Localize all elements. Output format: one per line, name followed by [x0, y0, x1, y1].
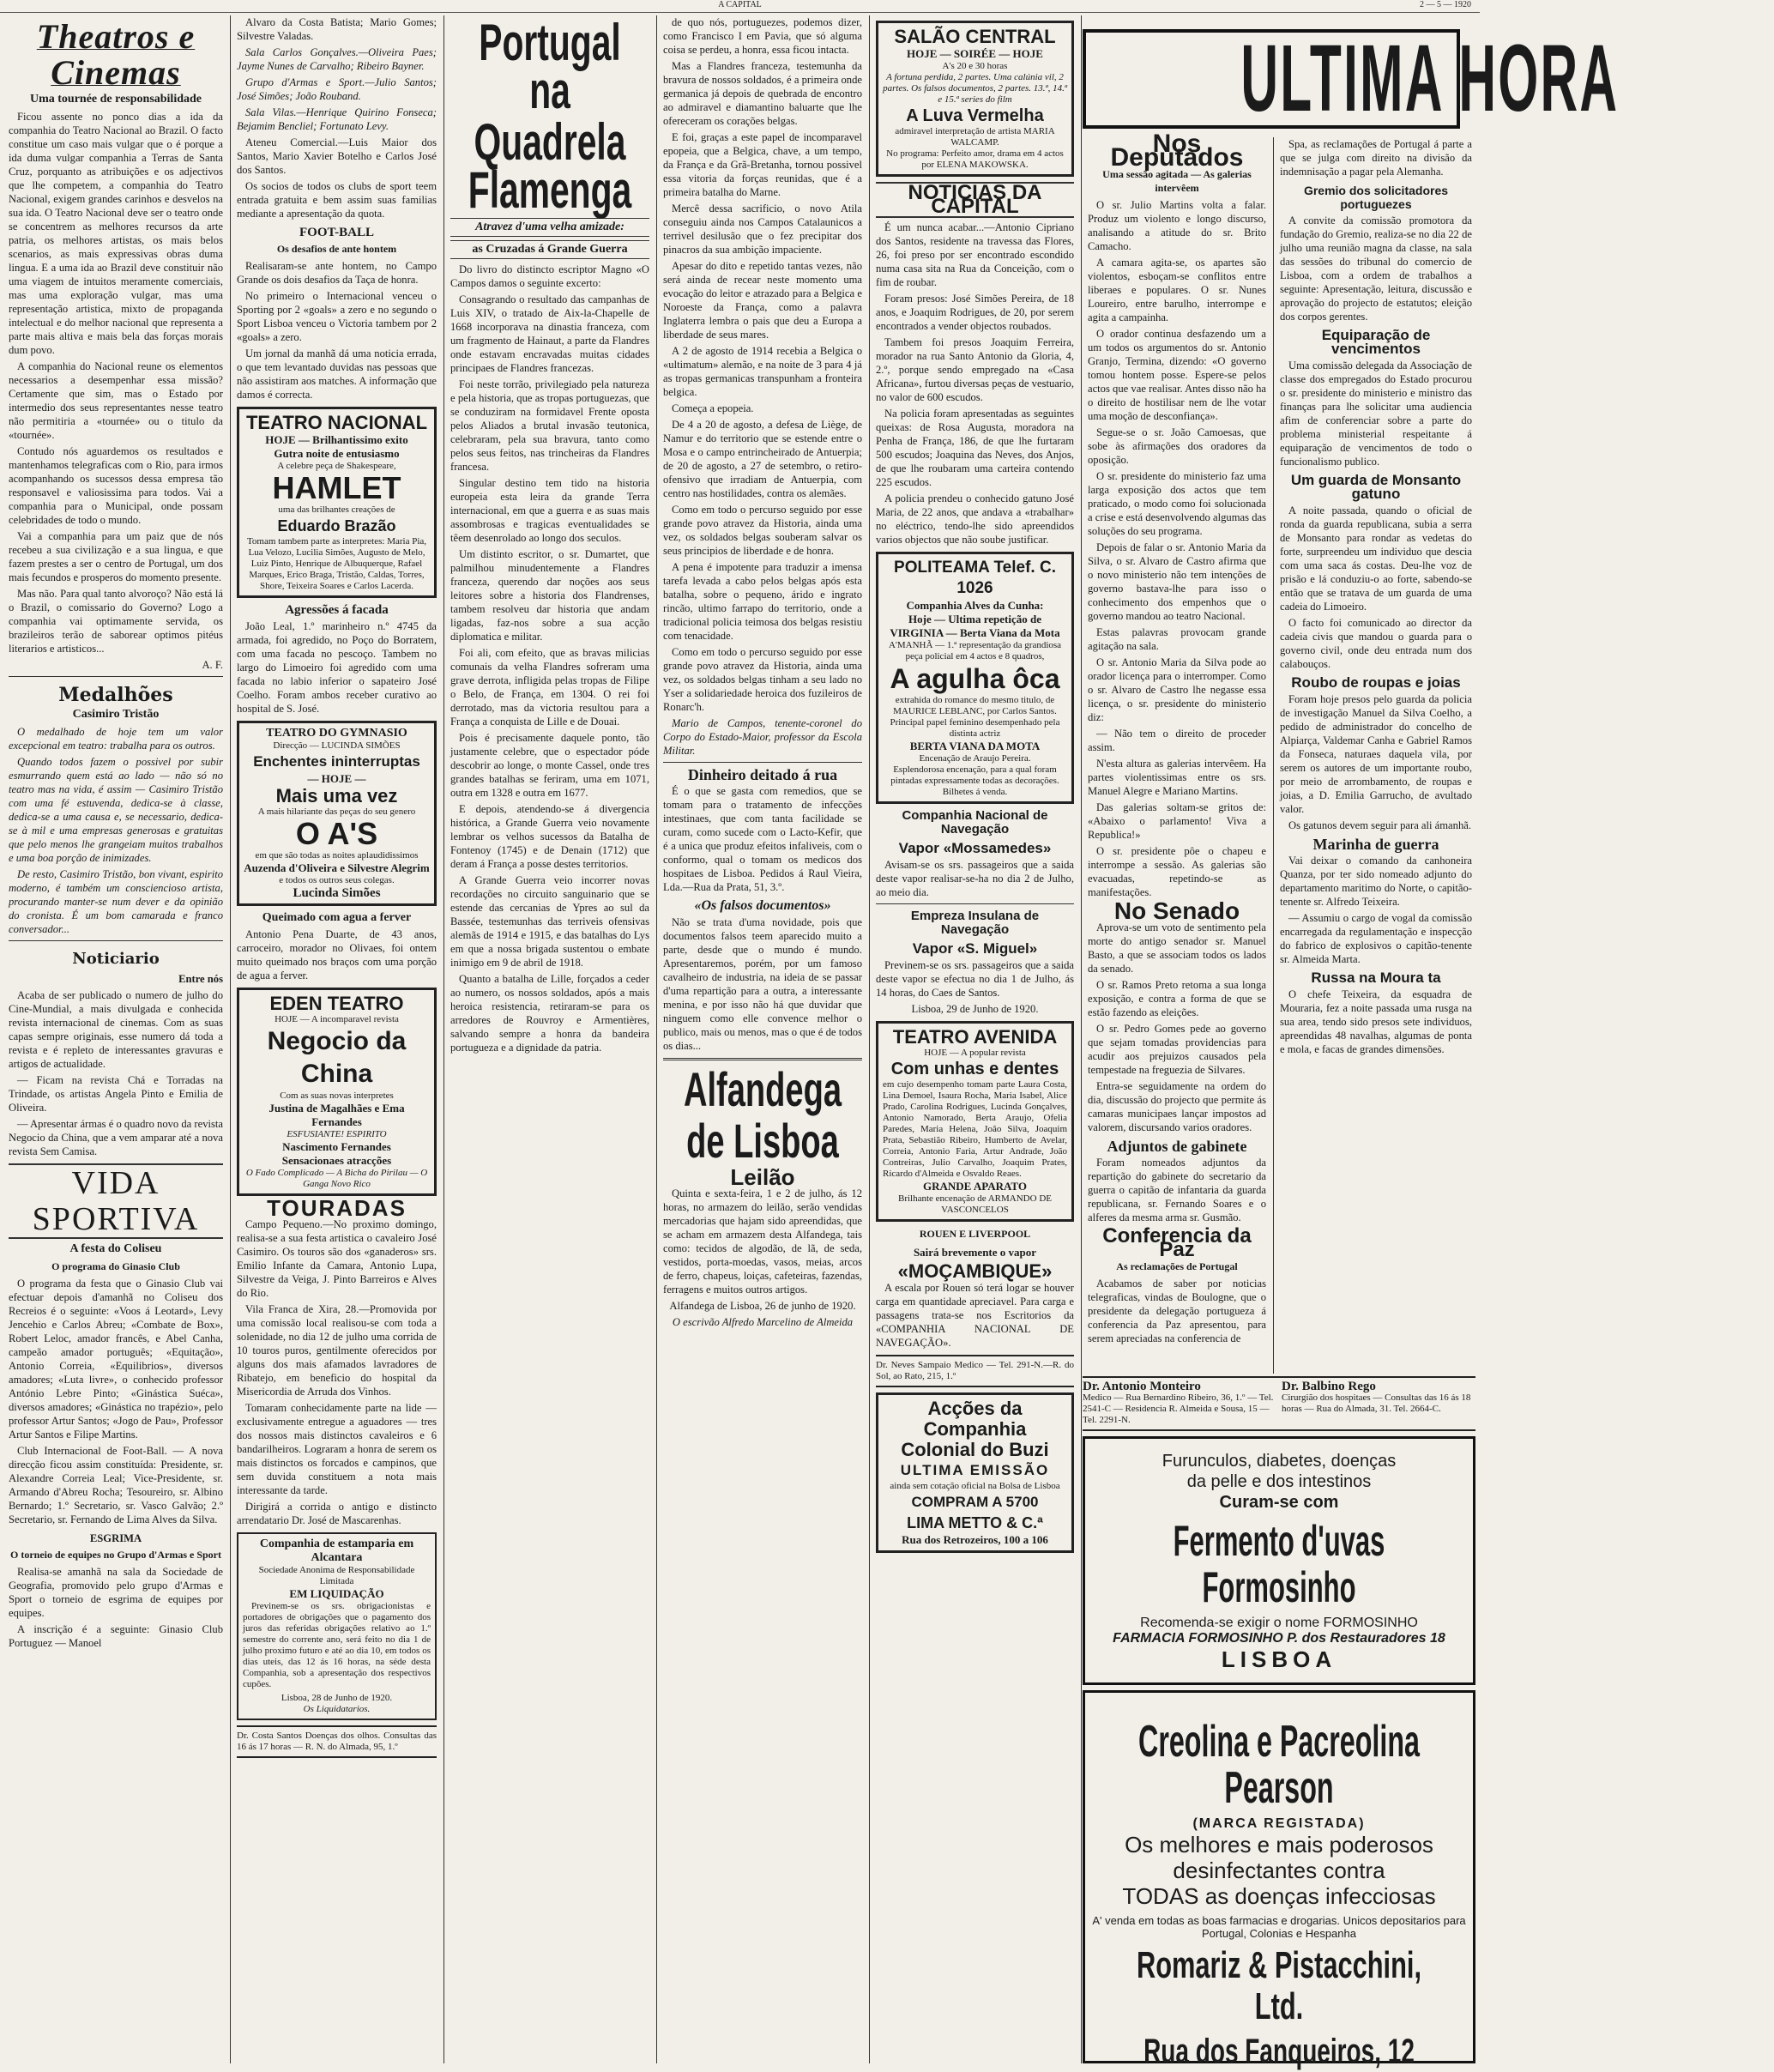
- column-2: [232, 15, 442, 2063]
- medalhoes-subtitle: Casimiro Tristão: [72, 708, 160, 721]
- ultima-hora-banner: [1083, 26, 1620, 131]
- ad-line: Gutra noite de entusiasmo: [274, 447, 400, 460]
- article-title: Uma tournée de responsabilidade: [29, 93, 202, 106]
- paragraph: E foi, graças a este papel de incomparavel epopeia, que a Belgica, chave, a um tempo, da França e da Grã-Bretanha, tornou possivel essa vitoria da forças reunidas, que é a primeira batalha do Marne.: [663, 131, 862, 198]
- paragraph: O sr. Antonio Maria da Silva pode ao orador licença para o interromper. Como o sr. Alvaro de Castro lhe negasse essa licença, o sr. presidente do ministerio diz:: [1088, 656, 1266, 723]
- ad-actors: Auzenda d'Oliveira e Silvestre Alegrim: [244, 861, 430, 874]
- ad-creolina-pearson: [1083, 1690, 1475, 2070]
- paragraph: Quinta e sexta-feira, 1 e 2 de julho, ás 12 horas, no armazem do leilão, serão vendidas mercadorias que hajam sido apreendidas, que se acham em armazem desta Alfandega, tais como: tecidos de algodão, de lã, de seda, vestidos, porta-moedas, vasos, meias, arcos de ferro, chapeus, loiças, cafeteiras, fazendas, ferragens e muitos outros artigos.: [663, 1187, 862, 1296]
- paragraph: Segue-se o sr. João Camoesas, que sobe às afirmações dos oradores da oposição.: [1088, 426, 1266, 466]
- paragraph: O sr. Julio Martins volta a falar. Produz um violento e longo discurso, analisando a atitude do sr. Brito Camacho.: [1088, 199, 1266, 252]
- ad-actor: Nascimento Fernandes: [282, 1140, 391, 1153]
- ad-line: Enchentes ininterruptas: [253, 753, 420, 770]
- paragraph: Consagrando o resultado das campanhas de Luis XIV, o tratado de Aix-la-Chapelle de 1668 incorporava na dinastia franceza, com um fragmento de Hainaut, a parte da Flandres onde estavam encravadas muitas cidades principaes de Flandres francezas.: [450, 293, 649, 374]
- paragraph: A escala por Rouen só terá logar se houver carga em quantidade apreciavel. Para carga e passagens trata-se nos Escritorios da «COMPANHIA NACIONAL DE NAVEGAÇÃO».: [876, 1282, 1074, 1349]
- ad-line: Mais uma vez: [275, 785, 398, 806]
- ad-line: Os melhores e mais poderosos: [1125, 1832, 1433, 1858]
- alfandega-title-1: Alfandega: [683, 1062, 842, 1116]
- sport-subtitle-2: O programa do Ginasio Club: [51, 1260, 180, 1272]
- ad-title-2: Colonial do Buzi: [901, 1439, 1049, 1460]
- russa-title: Russa na Moura ta: [1311, 970, 1441, 986]
- ad-actor: BERTA VIANA DA MOTA: [909, 740, 1041, 752]
- column-7: [1275, 137, 1477, 1374]
- ad-line: FARMACIA FORMOSINHO P. dos Restauradores 18: [1113, 1631, 1445, 1646]
- ad-politeama: [876, 552, 1074, 804]
- column-1: [3, 15, 228, 2063]
- ad-title: TEATRO NACIONAL: [245, 412, 428, 433]
- paragraph: Os socios de todos os clubs de sport teem entrada gratuita e bem assim suas familias mediante a apresentação da quota.: [237, 180, 437, 220]
- page-header: [0, 0, 1480, 13]
- ad-line: extrahida do romance do mesmo titulo, de MAURICE LEBLANC, por Carlos Santos.: [893, 695, 1057, 716]
- ad-mocambique: [876, 1227, 1074, 1350]
- ad-title: Companhia Nacional de Navegação: [902, 808, 1048, 837]
- ad-actors: Justina de Magalhães e Ema Fernandes: [269, 1102, 405, 1128]
- doctor-name: Dr. Antonio Monteiro: [1083, 1380, 1201, 1393]
- doctor-ad-text: Dr. Neves Sampaio Medico — Tel. 291-N.—R. do Sol, ao Rato, 215, 1.º: [876, 1360, 1074, 1381]
- paragraph: Vai a companhia para um paiz que de nós recebeu a sua civilização e a sua lingua, e que fazem prestes a ser o centro de Portugal, um dos mais fecundos e prosperos do momento presente.: [9, 530, 223, 583]
- deputados-title: Nos Deputados: [1110, 130, 1244, 172]
- headline-subtitle-2: as Cruzadas á Grande Guerra: [450, 240, 649, 259]
- conferencia-title: Conferencia da Paz: [1102, 1224, 1252, 1261]
- ad-line: Com as suas novas interpretes: [280, 1090, 394, 1101]
- paragraph: Singular destino tem tido na historia europeia esta leira da grande Terra internacional, em que a guerra e as suas mais assombrosas e tragicas eventualidades se têem desenrolado ao longo dos seculos.: [450, 477, 649, 544]
- paragraph: A inscrição é a seguinte: Ginasio Club Portuguez — Manoel: [9, 1623, 223, 1649]
- paragraph: Realisaram-se ante hontem, no Campo Grande os dois desafios da Taça de honra.: [237, 260, 437, 286]
- paragraph: A noite passada, quando o oficial de ronda da guarda republicana, subia a serra de Monsanto para rondar as vedetas do forte, surpreendeu um individuo que descia com uma saca ás costas. Deu-lhe voz de prisão e lá conduziu-o ao forte, sabendo-se então que se tratava de um guarda de uma cadeia do Limoeiro.: [1280, 504, 1472, 613]
- paragraph: — Assumiu o cargo de vogal da comissão encarregada da regulamentação e inspecção do fabrico de explosivos o capitão-tenente sr. Almeida Marta.: [1280, 912, 1472, 965]
- article-body: [9, 110, 223, 655]
- column-rule: [656, 15, 657, 2063]
- paragraph: A policia prendeu o conhecido gatuno José Maria, de 22 anos, que andava a «trabalhar» no eléctrico, tendo-lhe sido apreendidos varios objectos que não soube justificar.: [876, 492, 1074, 546]
- equiparacao-title: Equiparação de vencimentos: [1321, 327, 1431, 357]
- paragraph: Foi neste torrão, privilegiado pela natureza e pela historia, que as tropas portuguezas, que se conduziram na formidavel Frente oposta pelos Aliados a brutal invasão teutonica, celebraram, pela sua bravura, tanto como pelos seus feitos, nas trincheiras da Flandres francesa.: [450, 378, 649, 473]
- doctor-name: Dr. Balbino Rego: [1282, 1380, 1376, 1393]
- ad-line: ULTIMA EMISSÃO: [900, 1462, 1050, 1478]
- ad-nav-nacional: [876, 809, 1074, 899]
- page-number: 2 — 5 — 1920: [1420, 0, 1471, 9]
- ad-line: Principal papel feminino desempenhado pela distinta actriz: [890, 717, 1060, 739]
- ad-line: Encenação de Araujo Pereira.: [919, 753, 1031, 764]
- medalhoes-title: Medalhões: [58, 684, 173, 706]
- divider: [9, 676, 223, 677]
- paragraph: O orador continua desfazendo um a um todos os argumentos do sr. Antonio Granjo, Termina, dizendo: «O governo tomou hontem posse. Espere-se pelos actos que vae realisar. Antes disso não ha o direito de hostilisar nem de lhe votar uma moção de desconfiança».: [1088, 328, 1266, 422]
- ad-teatro-gymnasio: [237, 721, 437, 906]
- ad-line: Curam-se com: [1219, 1493, 1339, 1512]
- paragraph: A 2 de agosto de 1914 recebia a Belgica o «ultimatum» alemão, e na noite de 3 para 4 já as tropas germanicas transpunham a fronteira belgica.: [663, 345, 862, 398]
- ad-line: COMPRAM A 5700: [911, 1494, 1039, 1510]
- ad-buzi: [876, 1392, 1074, 1553]
- ad-cast: em cujo desempenho tomam parte Laura Costa, Lina Demoel, Isaura Rocha, Maria Isabel, Alice Prado, Carolina Rodrigues, Lucinda Gonçalves, Antonio Namorado, Berta Araujo, Ofelia Paredes, Maria Helena, João Silva, Joaquim Prata, Sebastião Ribeiro, Humberto de Avelar, Correia, Antonio Faria, Artur Andrade, João Contreiras, Julio Carvalho, Joaquim Prates, Ricardo d'Almeida e Osvaldo Reaes.: [883, 1079, 1067, 1179]
- paragraph: Alvaro da Costa Batista; Mario Gomes; Silvestre Valadas.: [237, 16, 437, 42]
- sport-subtitle: A festa do Coliseu: [69, 1242, 162, 1255]
- paragraph: Tambem foi presos Joaquim Ferreira, morador na rua Santo Antonio da Gloria, 4, 2.º, porque sendo empregado na «Casa Africana», furtou diversas peças de vestuario, no valor de 600 escudos.: [876, 336, 1074, 403]
- column-3: [445, 15, 655, 2063]
- paragraph: Vila Franca de Xira, 28.—Promovida por uma comissão local realisou-se com toda a solenidade, no dia 12 de julho uma corrida de 10 touros puros, gentilmente oferecidos por alguns dos mais afamados lavradores de Ribatejo, em beneficio do hospital da Misericordia de Arruda dos Vinhos.: [237, 1303, 437, 1398]
- ad-line: Esplendorosa encenação, para a qual foram pintadas expressamente todas as decorações.: [890, 764, 1059, 786]
- paragraph: N'esta altura as galerias intervêem. Ha partes violentissimas entre os srs. Manuel Alegre e Mariano Martins.: [1088, 758, 1266, 797]
- monsanto-title: Um guarda de Monsanto gatuno: [1290, 472, 1462, 502]
- paragraph: Os gatunos devem seguir para ali ámanhã.: [1288, 819, 1471, 831]
- ad-line: Furunculos, diabetes, doenças: [1162, 1452, 1397, 1471]
- ad-title: SALÃO CENTRAL: [894, 26, 1056, 47]
- ad-address: Rua dos Retrozeiros, 100 a 106: [902, 1533, 1048, 1546]
- ad-fermento-formosinho: [1083, 1436, 1475, 1685]
- noticias-title: NOTICIAS DA CAPITAL: [876, 182, 1074, 218]
- doctor-ads: [1083, 1376, 1475, 1431]
- ad-line: e todos os outros seus colegas.: [279, 875, 395, 885]
- doctor-ad-text: Dr. Costa Santos Doenças dos olhos. Consultas das 16 ás 17 horas — R. N. do Almada, 95, 1.º: [237, 1731, 437, 1752]
- ad-nav-insulana: [876, 909, 1074, 1016]
- notice-line: Sociedade Anonima de Responsabilidade Limitada: [258, 1565, 415, 1586]
- paragraph: O facto foi comunicado ao director da cadeia civis que mandou o guarda para o governo civil, onde deu entrada num dos calabouços.: [1280, 617, 1472, 670]
- ad-line: HOJE — SOIRÉE — HOJE: [907, 47, 1043, 60]
- ad-ship: Vapor «S. Miguel»: [912, 940, 1038, 957]
- headline-line-2: Quadrela Flamenga: [468, 113, 632, 219]
- ad-title: POLITEAMA Telef. C. 1026: [894, 559, 1056, 597]
- ad-title: Empreza Insulana de Navegação: [910, 909, 1040, 937]
- paragraph: Sala Carlos Gonçalves.—Oliveira Paes; Jayme Nunes de Carvalho; Ribeiro Bayner.: [237, 46, 437, 72]
- ad-ship: Vapor «Mossamedes»: [898, 840, 1052, 856]
- column-rule: [1273, 137, 1274, 1374]
- ad-line: Recomenda-se exigir o nome FORMOSINHO: [1140, 1616, 1418, 1630]
- column-rule: [869, 15, 870, 2063]
- ad-line: Companhia Alves da Cunha:: [906, 599, 1044, 612]
- column-rule: [1081, 15, 1082, 2063]
- paragraph: Club Internacional de Foot-Ball. — A nova direcção ficou assim constituída: Presidente, sr. Alexandre Correia Leal; Vice-Presidente, sr. Armando d'Abreu Rocha; Tesoureiro, sr. Albino Bernardo; 1.º Secretario, sr. Vasco Galvão; 2.º Secretario, sr. Fernando de Lima Alves da Silva.: [9, 1445, 223, 1525]
- paragraph: Foram hoje presos pelo guarda da policia de investigação Manuel da Silva Coelho, a pedido de administrador do concelho de Alpiarça, Valdemar Canha e Gabriel Ramos da Fonseca, naturaes daquela vila, por serem os autores de um importante roubo, por meio de arrombamento, de roupas e joias, a D. Emilia Garrucho, de avultado valor.: [1280, 693, 1472, 815]
- ad-line: A's 20 e 30 horas: [942, 61, 1008, 71]
- ad-line: HOJE — A popular revista: [924, 1048, 1026, 1058]
- notice-date: Lisboa, 29 de Junho de 1920.: [911, 1003, 1039, 1015]
- doctor-details: Cirurgião dos hospitaes — Consultas das 16 ás 18 horas — Rua do Almada, 31. Tel. 2664-C.: [1282, 1392, 1471, 1414]
- section-title-theatros: Theatros e Cinemas: [36, 17, 196, 92]
- ad-play-title: HAMLET: [272, 470, 401, 505]
- conferencia-subtitle: As reclamações de Portugal: [1116, 1260, 1238, 1272]
- paragraph: Depois de falar o sr. Antonio Maria da Silva, o sr. Alvaro de Castro afirma que o novo ministerio não tem intenções de governo bastava-lhe para isso o conhecimento dos empenhos que o governo mandou ao teatro Nacional.: [1088, 541, 1266, 622]
- paragraph: — Não tem o direito de proceder assim.: [1088, 728, 1266, 753]
- column-rule: [230, 15, 231, 2063]
- ad-eden-teatro: [237, 988, 437, 1196]
- paragraph: Um distinto escritor, o sr. Dumartet, que palmilhou minudentemente a Flandres franceza, querendo dar noções aos seus leitores sobre a historia dos Flandrenses, tambem resolveu dar historia que andam ligadas, faz-nos sobre a sua acção diplomatica e militar.: [450, 548, 649, 643]
- paragraph: Previnem-se os srs. passageiros que a saida deste vapor se efectua no dia 1 de Julho, ás 14 horas, do Caes de Santos.: [876, 959, 1074, 999]
- ad-line: A' venda em todas as boas farmacias e drogarias. Unicos depositarios para Portugal, Colonias e Hespanha: [1092, 1914, 1466, 1940]
- headline-line-1: Portugal na: [479, 14, 621, 119]
- notice-estamparia: [237, 1532, 437, 1720]
- paragraph: É o que se gasta com remedios, que se tomam para o tratamento de infecções intestinaes, que com tanta facilidade se curam, como sucede com o Lacto-Kefir, que é a unica que produz efeitos infaliveis, com o conformo, qual o tomam os medicos dos hospitaes de Lisboa. Pedidos á Raul Vieira, Lda.—Rua da Prata, 51, 3.º.: [663, 785, 862, 893]
- paragraph: Realisa-se amanhã na sala da Sociedade de Geografia, promovido pelo grupo d'Armas e Sport o torneio de esgrima de equipes por equipes.: [9, 1566, 223, 1619]
- paragraph: — Apresentar ármas é o quadro novo da revista Negocio da China, que a vem amparar até a nova revista Sem Camisa.: [9, 1118, 223, 1157]
- paragraph: Campo Pequeno.—No proximo domingo, realisa-se a sua festa artistica o cavaleiro José Casimiro. Os touros são dos «ganaderos» srs. Emilio Infante da Camara, Antonio Lupa, Silvestre da Veiga, J. Pinto Barreiros e Alves do Rio.: [237, 1218, 437, 1299]
- ad-line: desinfectantes contra: [1173, 1858, 1385, 1883]
- paragraph: Aprova-se um voto de sentimento pela morte do antigo senador sr. Manuel Basto, a que se associam todos os lados da senado.: [1088, 921, 1266, 975]
- paragraph: João Leal, 1.º marinheiro n.º 4745 da armada, foi agredido, no Poço do Borratem, com uma facada no pescoço. Tambem no largo do Limoeiro foi agredido com uma facada no labio inferior o sapateiro José Coelho. Foram ambos receber curativo ao hospital de S. José.: [237, 620, 437, 715]
- alfandega-leilao: Leilão: [730, 1164, 795, 1190]
- paragraph: Avisam-se os srs. passageiros que a saida deste vapor realisar-se-ha no dia 2 de Julho, ao meio dia.: [876, 859, 1074, 898]
- notice-line: EM LIQUIDAÇÃO: [289, 1587, 384, 1600]
- dinheiro-title: Dinheiro deitado á rua: [687, 766, 838, 783]
- ad-line: HOJE — A incomparavel revista: [275, 1014, 399, 1024]
- column-4: [658, 15, 867, 2063]
- marinha-title: Marinha de guerra: [1312, 836, 1439, 853]
- doctor-details: Medico — Rua Bernardino Ribeiro, 36, 1.º — Tel. 2541-C — Residencia R. Almeida e Sousa, 15 — Tel. 2291-N.: [1083, 1392, 1274, 1425]
- football-subtitle: Os desafios de ante hontem: [276, 243, 397, 255]
- newspaper-name: A CAPITAL: [718, 0, 762, 9]
- doctor-ad-rego: [1282, 1381, 1475, 1426]
- ad-company: LIMA METTO & C.ª: [907, 1514, 1043, 1531]
- notice-date: Alfandega de Lisboa, 26 de junho de 1920.: [669, 1300, 856, 1312]
- ad-line: TODAS as doenças infecciosas: [1122, 1883, 1436, 1909]
- paragraph: E depois, atendendo-se á divergencia histórica, a Grande Guerra veio novamente lembrar os velhos sucessos da Batalha de Fontenoy (1745) e de Denain (1712) que deram á França a posse destes territorios.: [450, 803, 649, 870]
- falsos-title: «Os falsos documentos»: [694, 898, 831, 913]
- ad-city: LISBOA: [1221, 1646, 1337, 1672]
- ad-line: Sairá brevemente o vapor: [913, 1246, 1037, 1259]
- paragraph: Apesar do dito e repetido tantas vezes, não será ainda de recear neste momento uma evocação do leitor e atrazado para a Belgica e Noroeste da França, como a palavra Inglaterra lembra o pais que deu a Europa a liberdade de seus mares.: [663, 260, 862, 341]
- ultima-hora-text: ULTIMA HORA: [1240, 26, 1620, 131]
- paragraph: Vai deixar o comando da canhoneira Quanza, por ter sido nomeado adjunto do departamento maritimo do Norte, o capitão-tenente sr. Alfredo Teixeira.: [1280, 855, 1472, 908]
- ad-line: A'MANHÃ — 1.ª representação da grandiosa peça policial em 4 actos e 8 quadros,: [888, 640, 1062, 661]
- divider: [876, 903, 1074, 904]
- ad-promoter: Lucinda Simões: [293, 886, 381, 900]
- alfandega-title-2: de Lisboa: [686, 1114, 839, 1168]
- ad-ship: «MOÇAMBIQUE»: [897, 1260, 1053, 1282]
- facada-title: Agressões á facada: [285, 603, 389, 617]
- ad-line: A mais hilariante das peças do seu genero: [257, 806, 416, 817]
- paragraph: Antonio Pena Duarte, de 43 anos, carroceiro, morador no Olivaes, foi ontem muito queimado nos braços com uma porção de agua a ferver.: [237, 928, 437, 982]
- paragraph: Contudo nós aguardemos os resultados e mantenhamos telegraficas com o Rio, para irmos acompanhando os sucessos dessa empresa tão responsavel e valiosissima para todos. Vai a companhia para o Municipal, onde possam celebridades de todo o mundo.: [9, 445, 223, 526]
- queimado-title: Queimado com agua a ferver: [262, 911, 412, 924]
- ad-play-title: Negocio da China: [267, 1027, 407, 1088]
- ad-line: — HOJE —: [307, 772, 366, 785]
- touradas-title: TOURADAS: [267, 1195, 407, 1221]
- paragraph: Ateneu Comercial.—Luis Maior dos Santos, Mario Xavier Botelho e Carlos José dos Santos.: [237, 136, 437, 176]
- ad-line: da pelle e dos intestinos: [1186, 1472, 1372, 1491]
- doctor-ad: [876, 1355, 1074, 1387]
- ad-teatro-avenida: [876, 1021, 1074, 1222]
- divider: [663, 762, 862, 763]
- football-title: FOOT-BALL: [299, 226, 374, 239]
- paragraph: A Grande Guerra veio incorrer novas recordações no circuito sanguinario que se estende das cercanias de Ypres ao sul da Bassée, testemunhas das terriveis ofensivas alemãs de 1914 e 1915, e das batalhas do Lys em que a nossa brigada sustentou o embate inimigo em 9 de abril de 1918.: [450, 874, 649, 969]
- noticiario-title: Noticiario: [72, 950, 160, 968]
- ad-line: Direcção — LUCINDA SIMÕES: [273, 740, 401, 751]
- ad-title: TEATRO AVENIDA: [892, 1026, 1058, 1048]
- paragraph: Quando todos fazem o possivel por subir esmurrando quem está ao lado — não só no teatro mas na vida, é assim — Casimiro Tristão com uma fé estuvenda, dedica-se à classe, dedica-se a uma causa e, se necessario, dedica-se à mil e uma empresas generosas e gratuitas que pelo menos lhe grangeiam muitos trabalhos e uma boa porção de inimizades.: [9, 756, 223, 864]
- paragraph: Um jornal da manhã dá uma noticia errada, o que tem levantado duvidas nas pessoas que não assistiram aos matches. A informação que damos é correcta.: [237, 347, 437, 401]
- paragraph: O chefe Teixeira, da esquadra de Mouraria, fez a noite passada uma rusga na sua area, tendo sido presos sete individuos, apreendidas 48 navalhas, algumas de ponta e mola, e facas de grandes dimensões.: [1280, 988, 1472, 1055]
- ad-company: Romariz & Pistacchini, Ltd.: [1136, 1944, 1422, 2027]
- paragraph: Como em todo o percurso seguido por esse grande povo atravez da Historia, ainda uma vez, os soldados belgas tinham a seu lado no Yser a solidariedade heroica dos fuzileiros de Ronarc'h.: [663, 646, 862, 713]
- paragraph: Começa a epopeia.: [672, 402, 754, 414]
- paragraph: Acaba de ser publicado o numero de julho do Cine-Mundial, a mais divulgada e conhecida revista internacional de cinemas. Com as suas capas sempre originais, esse numero dá toda a revista e é repleto de interessantes gravuras e artigos de actualidade.: [9, 989, 223, 1070]
- paragraph: É um nunca acabar...—Antonio Cipriano dos Santos, residente na travessa das Flores, 26, foi preso por ser encontrado escondido numa casa sita na Rua da Conceição, com o fim de roubar.: [876, 221, 1074, 288]
- paragraph: Foram presos: José Simões Pereira, de 18 anos, e Joaquim Rodrigues, de 20, por serem encontrados a vender objectos roubados.: [876, 293, 1074, 332]
- ad-play-title: O A'S: [295, 816, 378, 851]
- signature: A. F.: [202, 659, 223, 671]
- paragraph: No primeiro o Internacional venceu o Sporting por 2 «goals» a zero e no segundo o Sport Lisboa venceu o Victoria tambem por 2 «goals» a zero.: [237, 290, 437, 343]
- ad-film: A Luva Vermelha: [906, 106, 1044, 125]
- paragraph: O sr. presidente do ministerio faz uma larga exposição dos actos que tem praticado, o modo como foi solucionada a crise e está desenvolvendo algumas das soluções do seu programa.: [1088, 470, 1266, 537]
- ad-play-title: Com unhas e dentes: [890, 1060, 1059, 1078]
- ad-address: Rua dos Fanqueiros, 12: [1143, 2033, 1415, 2070]
- ad-line: ESFUSIANTE! ESPIRITO: [287, 1129, 387, 1139]
- paragraph: Das galerias soltam-se gritos de: «Abaixo o parlamento! Viva a Republica!»: [1088, 801, 1266, 841]
- paragraph: Na policia foram apresentadas as seguintes queixas: de Rosa Augusta, moradora na Penha de França, 186, de que lhe furtaram 500 escudos; Joaquina das Neves, dos Anjos, de que lhe roubaram uma carteira contendo 225 escudos.: [876, 408, 1074, 488]
- doctor-ad-monteiro: [1083, 1381, 1276, 1426]
- paragraph: De resto, Casimiro Tristão, bon vivant, espirito moderno, é também um consciencioso artista, procurando manter-se num dever e da opinião do cronista. É um bom camarada e franco conversador...: [9, 868, 223, 935]
- paragraph: Grupo d'Armas e Sport.—Julio Santos; José Simões; João Rouband.: [237, 76, 437, 102]
- doctor-ad: [237, 1725, 437, 1758]
- notice-date: Lisboa, 28 de Junho de 1920.: [281, 1693, 393, 1703]
- paragraph: Foi ali, com efeito, que as bravas milicias comunais da velha Flandres sofreram uma grave derrota, infligida pelas tropas de Filipe o Belo, de França, em 1304. O rei foi derrotado, mas da victoria resultou para a França a conquista de Lille e de Douai.: [450, 647, 649, 728]
- paragraph: Pois é precisamente daquele ponto, tão justamente celebre, que o espectador póde descobrir ao longe, o monte Cassel, onde tres grandes batalhas se feriram, uma em 1071, outra em 1328 e outra em 1677.: [450, 732, 649, 799]
- ad-line: ainda sem cotação oficial na Bolsa de Lisboa: [890, 1481, 1060, 1491]
- ad-title: ROUEN E LIVERPOOL: [919, 1228, 1031, 1240]
- ad-line: GRANDE APARATO: [923, 1180, 1027, 1193]
- ad-brand: Fermento d'uvas Formosinho: [1173, 1517, 1385, 1611]
- ad-line: A celebre peça de Shakespeare,: [277, 461, 396, 471]
- paragraph: Sala Vilas.—Henrique Quirino Fonseca; Bejamim Bencliel; Fortunato Levy.: [237, 106, 437, 132]
- column-6: [1083, 130, 1271, 1374]
- paragraph: A convite da comissão promotora da fundação do Gremio, realiza-se no dia 22 de julho uma reunião magna da classe, na sala das sessões do tribunal do comercio de Lisboa, com a ordem de trabalhos a seguinte: Apresentação, leitura, discussão e aprovação do projecto de estatutos; eleição dos corpos gerentes.: [1280, 214, 1472, 323]
- gremio-title: Gremio dos solicitadores portuguezes: [1303, 184, 1449, 211]
- paragraph: de quo nós, portuguezes, podemos dizer, como Francisco I em Pavia, que só alguma coisa se perdeu, a honra, essa ficou intacta.: [663, 16, 862, 56]
- ad-line: admiravel interpretação de artista MARIA WALCAMP.: [895, 126, 1055, 148]
- paragraph: Do livro do distincto escriptor Magno «O Campos damos o seguinte excerto:: [450, 263, 649, 289]
- paragraph: O medalhado de hoje tem um valor excepcional em teatro: trabalha para os outros.: [9, 726, 223, 752]
- paragraph: Como em todo o percurso seguido por esse grande povo atravez da Historia, ainda uma vez, os soldados belgas souberam salvar os seus principios de liberdade e de honra.: [663, 504, 862, 557]
- paragraph: Estas palavras provocam grande agitação na sala.: [1088, 626, 1266, 652]
- paragraph: Mas não. Para qual tanto alvoroço? Não está lá o Brazil, o comissario do Governo? Logo a companhia vai optimamente servida, os brazileiros terão de saborear optimos pitéus literarios e artisticos...: [9, 588, 223, 655]
- notice-body: Previnem-se os srs. obrigacionistas e portadores de obrigações que o pagamento dos juros das referidas obrigações relativo ao 1.º semestre do corrente ano, será feito no dia 1 de julho proximo futuro e até ao dia 10, em todos os dias uteis, das 12 ás 16 horas, na séde desta Companhia, sob a apresentação dos respectivos cupões.: [243, 1601, 431, 1689]
- noticiario-subtitle: Entre nós: [178, 973, 223, 985]
- paragraph: O sr. presidente pôe o chapeu e interrompe a sessão. As galerias são evacuadas, repetindo-se as manifestações.: [1088, 845, 1266, 898]
- headline-subtitle: Atravez d'uma velha amizade:: [450, 218, 649, 237]
- ad-line: No programa: Perfeito amor, drama em 4 actos por ELENA MAKOWSKA.: [886, 148, 1064, 170]
- ad-line: Hoje — Ultima repetição de VIRGINIA — Berta Viana da Mota: [890, 613, 1060, 639]
- esgrima-subtitle: O torneio de equipes no Grupo d'Armas e Sport: [9, 1549, 221, 1561]
- paragraph: A companhia do Nacional reune os elementos necessarios a desempenhar essa missão? Certamente que sim, mas o Estado por intermedio dos seus representantes nesse teatro não permitiria a «tournée» ou o titulo da «tournée».: [9, 360, 223, 441]
- paragraph: Foram nomeados adjuntos da repartição do gabinete do secretario da guerra o capitão de infantaria da guarda republicana, sr. Fernando Soares e o alferes da mesma arma sr. Gusmão.: [1088, 1157, 1266, 1223]
- paragraph: Dirigirá a corrida o antigo e distincto arrendatario Dr. José de Mascarenhas.: [237, 1501, 437, 1526]
- ad-line: uma das brilhantes creações de: [278, 504, 395, 515]
- paragraph: Tomaram conhecidamente parte na lide — exclusivamente entregue a aguadores — tres dos nossos mais distinctos cavaleiros e 6 bandarilheiros. Lograram a honra de serem os mais distinctos os forcados e campinos, que sem duvida constituem a nota mais interessante da tarde.: [237, 1402, 437, 1496]
- adjuntos-title: Adjuntos de gabinete: [1107, 1138, 1247, 1155]
- author-credit: Mario de Campos, tenente-coronel do Corpo do Estado-Maior, professor da Escola Militar.: [663, 717, 862, 757]
- ad-line: Brilhante encenação de ARMANDO DE VASCONCELOS: [897, 1193, 1052, 1215]
- notice-title: Companhia de estamparia em Alcantara: [259, 1537, 414, 1564]
- paragraph: Não se trata d'uma novidade, pois que documentos falsos teem aparecido muito a parte, desde que o mundo é mundo. Apresentaremos, porém, por um famoso cavalheiro de industria, na ideia de se passar d'uma repartição para a outra, a interessante menina, e por isso não há que duvidar que ninguem como elle convence melhor o publico, mais ou menos, mas o que é de todos os dias...: [663, 916, 862, 1052]
- column-5: [871, 15, 1079, 2063]
- ad-line: A fortuna perdida, 2 partes. Uma calúnia vil, 2 partes. Os falsos documentos, 2 partes. 13.ª, 14.ª e 15.ª series do film: [883, 72, 1067, 105]
- paragraph: O sr. Ramos Preto retoma a sua longa exposição, e contra a forma de que se estão fazendo as eleições.: [1088, 979, 1266, 1018]
- paragraph: Uma comissão delegada da Associação de classe dos empregados do Estado procurou o sr. presidente do ministerio e ministro das finanças para lhe solicitar uma audiencia afim de conferenciar sobre a parte do problema ministerial respeitante á equiparação de vencimentos de todo o funcionalismo publico.: [1280, 359, 1472, 468]
- ad-line: Bilhetes á venda.: [942, 787, 1008, 797]
- ad-title: EDEN TEATRO: [269, 993, 404, 1014]
- paragraph: A camara agita-se, os apartes são violentos, esboçam-se conflitos entre liberaes e populares. O sr. Nunes Loureiro, entre barulho, interrompe e agita a campainha.: [1088, 257, 1266, 323]
- deputados-subtitle: Uma sessão agitada — As galerias intervêem: [1102, 168, 1252, 194]
- paragraph: O programa da festa que o Ginasio Club vai efectuar depois d'amanhã no Coliseu dos Recreios é o seguinte: «Voos á Leotard», Levy Jencehio e Carlos Abreu; «Combate de Box», Robert Leloc, amador francês, e Abel Canha, campeão amador português; «Equitação», Antonio Correia, «Equilibrios», diversos amadores; «Luta livre», o conhecido professor António Lebre Pinto; «Ginástica Suéca», diversos amadores; «Ginástica no trapézio», pelo professor Artur Santos; «Jogo de Pau», Professor Artur Santos e Filipe Martins.: [9, 1278, 223, 1441]
- ad-line: Sensacionaes atracções: [281, 1154, 392, 1167]
- roubo-title: Roubo de roupas e joias: [1291, 674, 1461, 691]
- sport-section-title: VIDA SPORTIVA: [9, 1163, 223, 1239]
- paragraph: Mas a Flandres franceza, testemunha da bravura de nossos soldados, é a primeira onde germanica já depois de quebrada de encontro ao admiravel e diamantino baluarte que lhe ofereceram os corações belgas.: [663, 60, 862, 127]
- notice-signature: O escrivão Alfredo Marcelino de Almeida: [672, 1316, 854, 1328]
- ad-line: em que são todas as noites aplaudidissimos: [255, 850, 419, 861]
- paragraph: — Ficam na revista Chá e Torradas na Trindade, os artistas Angela Pinto e Emilia de Oliveira.: [9, 1074, 223, 1114]
- paragraph: Quanto a batalha de Lille, forçados a ceder ao numero, os nossos soldados, após a mais heroica resistencia, retiraram-se para os arredores de Rouvroy e Armentières, salvando sempre a honra da bandeira portugueza e a dignidade da patria.: [450, 973, 649, 1054]
- paragraph: Ficou assente no ponco dias a ida da companhia do Teatro Nacional ao Brazil. O facto constitue um caso mais vulgar que o é porque a ida duma vulgar companhia a Terras de Santa Cruz, porquanto as atribuições e os adjectivos que lhe competem, a companhia do Teatro Nacional, exigem grandes carinhos e desvelos na sua ida. O Teatro Nacional deve ser o teatro onde se concentrem as melhores recursos da arte patria, os melhores artistas, os mais belos scenarios, as mais expressivas obras duma lingua. E a uma ida ao Brazil deve constituir não uma viagem de intuitos meramente comerciais, mas uma exploração vulgar, mas uma representação artistica, mixto de propaganda intelectual e do melhor nacional que representa a parte mais altiva e mais bela das forças morais dum povo.: [9, 111, 223, 356]
- ad-line: O Fado Complicado — A Bicha do Pirilau — O Ganga Novo Rico: [245, 1168, 428, 1189]
- paragraph: De 4 a 20 de agosto, a defesa de Liège, de Namur e do territorio que se estende entre o Mosa e o campo entrincheirado de Antuerpia; de 20 de agosto, a 27 de setembro, o retiro-ofensivo que irradiam de Antuerpia, com centro nas hostilidades, contra os alemães.: [663, 419, 862, 499]
- ad-actor: Eduardo Brazão: [277, 517, 396, 535]
- senado-title: No Senado: [1113, 897, 1240, 924]
- divider: [9, 940, 223, 941]
- paragraph: O sr. Pedro Gomes pede ao governo que sejam tomadas providencias para acudir aos prejuizos causados pela tempestade na freguezia de Silvares.: [1088, 1023, 1266, 1076]
- notice-signature: Os Liquidatarios.: [303, 1704, 371, 1714]
- ad-play-title: A agulha ôca: [890, 663, 1060, 694]
- ad-line: (MARCA REGISTADA): [1192, 1816, 1366, 1831]
- bottom-right-ads: [1083, 1376, 1475, 2070]
- ad-title: Acções da Companhia: [923, 1398, 1027, 1440]
- ad-salao-central: [876, 21, 1074, 177]
- paragraph: Entra-se seguidamente na ordem do dia, discussão do projecto que permite ás camaras municipaes lançar impostos ad valorem, discursando varios oradores.: [1088, 1080, 1266, 1133]
- paragraph: A pena é impotente para traduzir a imensa tarefa levada a cabo pelos belgas após esta batalha, sobre o pequeno, árido e ingrato rincão, ultimo farrapo do territorio, onde a tradicional policia teimosa dos belgas resistiu com tenacidade.: [663, 561, 862, 642]
- ad-title: TEATRO DO GYMNASIO: [266, 727, 407, 740]
- paragraph: Mercê dessa sacrificio, o novo Atila conseguiu ainda nos Campos Catalaunicos a terrivel desilusão que o fez precipitar dos pinacros da sua ambição impaciente.: [663, 202, 862, 256]
- ad-teatro-nacional: [237, 407, 437, 598]
- paragraph: Acabamos de saber por noticias telegraficas, vindas de Boulogne, que o presidente da delegação portugueza á conferencia da Paz apresentou, para serem apreciadas na conferencia de: [1088, 1278, 1266, 1344]
- ad-cast: Tomam tambem parte as interpretes: Maria Pia, Lua Velozo, Lucilia Simões, Augusto de Melo, Luiz Pinto, Henrique de Albuquerque, Rafael Marques, Erico Braga, Tristão, Caldas, Torres, Shore, Teixeira Soares e Carlos Lacerda.: [246, 536, 427, 591]
- paragraph: Spa, as reclamações de Portugal á parte a que se julga com direito na divisão da indemnisação a pagar pela Alemanha.: [1280, 138, 1472, 178]
- esgrima-title: ESGRIMA: [89, 1532, 142, 1544]
- ad-line: HOJE — Brilhantissimo exito: [265, 433, 408, 446]
- divider: [663, 1058, 862, 1060]
- ad-brand: Creolina e Pacreolina Pearson: [1138, 1717, 1420, 1813]
